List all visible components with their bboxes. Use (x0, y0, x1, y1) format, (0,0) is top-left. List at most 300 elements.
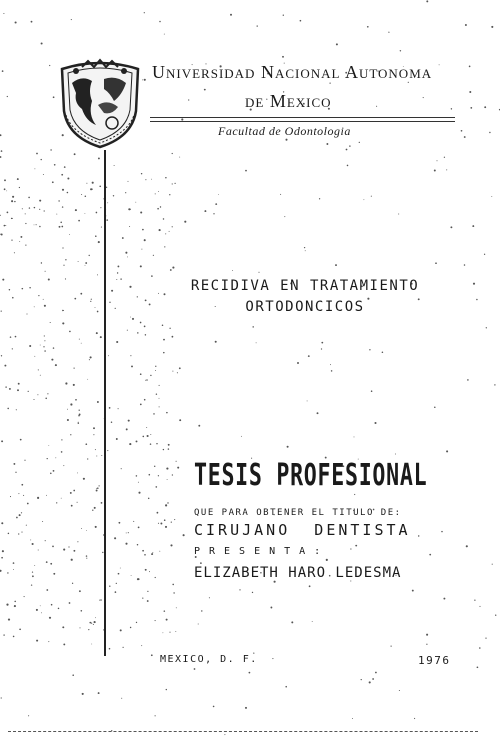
speckle (121, 468, 122, 469)
speckle (127, 330, 128, 331)
speckle (1, 557, 3, 559)
speckle (17, 178, 19, 180)
speckle (98, 241, 100, 243)
speckle (164, 293, 166, 295)
speckle (0, 215, 1, 216)
speckle (20, 439, 22, 441)
speckle (145, 380, 146, 381)
speckle (95, 526, 97, 528)
speckle (47, 458, 48, 459)
speckle (38, 550, 39, 551)
speckle (9, 289, 10, 290)
speckle (65, 382, 67, 384)
speckle (97, 401, 99, 403)
speckle (155, 370, 156, 371)
speckle (349, 145, 350, 146)
speckle (129, 443, 131, 445)
speckle (388, 32, 389, 33)
speckle (47, 393, 48, 394)
header-rule-bottom (150, 121, 455, 122)
speckle (2, 70, 4, 72)
speckle (94, 507, 96, 509)
speckle (4, 188, 6, 190)
speckle (30, 539, 31, 540)
speckle (86, 530, 87, 531)
speckle (159, 551, 160, 552)
speckle (41, 612, 42, 613)
speckle (53, 470, 55, 472)
speckle (155, 366, 156, 367)
speckle (258, 272, 259, 273)
speckle (108, 355, 109, 356)
speckle (201, 610, 202, 611)
speckle (32, 572, 33, 573)
speckle (173, 592, 174, 593)
speckle (169, 231, 170, 232)
speckle (138, 492, 140, 494)
speckle (125, 252, 127, 254)
speckle (126, 428, 128, 430)
speckle (99, 600, 100, 601)
speckle (131, 575, 132, 576)
speckle (116, 438, 118, 440)
speckle (2, 550, 4, 552)
speckle (426, 644, 427, 645)
speckle (158, 191, 159, 192)
speckle (34, 306, 35, 307)
speckle (434, 170, 436, 172)
speckle (15, 21, 17, 23)
speckle (116, 279, 117, 280)
speckle (13, 636, 15, 638)
speckle (7, 96, 8, 97)
speckle (58, 200, 59, 201)
speckle (166, 412, 168, 414)
speckle (111, 421, 112, 422)
speckle (239, 589, 240, 590)
speckle (109, 407, 111, 409)
speckle (148, 498, 149, 499)
speckle (391, 646, 392, 647)
speckle (154, 466, 155, 467)
speckle (146, 427, 147, 428)
speckle (107, 450, 108, 451)
speckle (81, 194, 82, 195)
speckle (116, 583, 117, 584)
speckle (33, 399, 34, 400)
speckle (371, 390, 373, 392)
speckle (89, 622, 91, 624)
speckle (97, 311, 99, 313)
speckle (128, 532, 129, 533)
speckle (120, 629, 122, 631)
speckle (29, 345, 31, 347)
speckle (155, 715, 156, 716)
speckle (31, 21, 33, 23)
university-name: Universidad Nacional Autonoma (152, 62, 433, 82)
speckle (84, 213, 85, 214)
speckle (198, 425, 200, 427)
speckle (336, 43, 338, 45)
speckle (414, 718, 415, 719)
speckle (15, 472, 16, 473)
speckle (19, 514, 21, 516)
speckle (87, 458, 88, 459)
speckle (109, 302, 110, 303)
speckle (95, 235, 97, 237)
speckle (73, 490, 75, 492)
speckle (69, 234, 70, 235)
speckle (62, 310, 63, 311)
speckle (109, 648, 111, 650)
speckle (491, 196, 492, 197)
speckle (245, 707, 247, 709)
speckle (321, 342, 323, 344)
speckle (172, 153, 173, 154)
speckle (140, 211, 142, 213)
speckle (142, 550, 144, 552)
speckle (34, 207, 35, 208)
speckle (149, 571, 150, 572)
speckle (224, 734, 225, 735)
speckle (0, 156, 1, 158)
speckle (1, 697, 2, 698)
speckle (145, 569, 147, 571)
speckle (137, 544, 138, 545)
speckle (5, 386, 6, 387)
speckle (215, 341, 217, 343)
speckle (34, 225, 35, 226)
speckle (441, 531, 442, 532)
speckle (41, 262, 42, 263)
speckle (176, 461, 177, 462)
speckle (12, 196, 14, 198)
speckle (63, 643, 65, 645)
speckle (426, 0, 428, 2)
speckle (81, 610, 83, 612)
speckle (14, 605, 16, 607)
speckle (435, 262, 437, 264)
speckle (96, 456, 97, 457)
speckle (495, 615, 496, 616)
speckle (291, 621, 293, 623)
speckle (65, 278, 66, 279)
speckle (7, 408, 9, 410)
speckle (60, 222, 62, 224)
speckle (91, 188, 93, 190)
speckle (470, 107, 472, 109)
speckle (144, 554, 146, 556)
speckle (16, 409, 17, 410)
speckle (67, 192, 69, 194)
speckle (50, 322, 51, 323)
speckle (45, 271, 46, 272)
vertical-rule (104, 150, 106, 656)
speckle (437, 160, 438, 161)
speckle (79, 339, 80, 340)
speckle (91, 299, 92, 300)
speckle (160, 206, 161, 207)
speckle (133, 521, 134, 522)
speckle (101, 227, 102, 228)
speckle (56, 502, 57, 503)
speckle (138, 527, 140, 529)
speckle (131, 365, 133, 367)
speckle (69, 602, 71, 604)
speckle (129, 286, 131, 288)
speckle (62, 189, 64, 191)
speckle (1, 310, 2, 311)
speckle (98, 692, 100, 694)
speckle (282, 56, 284, 58)
speckle (28, 715, 29, 716)
speckle (120, 568, 121, 569)
speckle (43, 346, 44, 347)
speckle (6, 604, 8, 606)
speckle (53, 573, 55, 575)
speckle (204, 89, 206, 91)
speckle (136, 622, 137, 623)
speckle (36, 153, 38, 155)
speckle (72, 583, 73, 584)
speckle (70, 403, 72, 405)
speckle (3, 634, 4, 635)
degree-heading: TESIS PROFESIONAL (194, 458, 428, 493)
speckle (489, 132, 490, 133)
speckle (130, 317, 131, 318)
speckle (63, 265, 64, 266)
speckle (150, 375, 151, 376)
speckle (22, 208, 23, 209)
speckle (41, 42, 43, 44)
speckle (100, 599, 102, 601)
speckle (176, 607, 177, 608)
speckle (87, 379, 88, 380)
speckle (164, 519, 166, 521)
speckle (118, 522, 120, 524)
speckle (162, 632, 163, 633)
speckle (86, 555, 87, 556)
speckle (115, 591, 117, 593)
speckle (213, 706, 215, 708)
speckle (98, 157, 100, 159)
speckle (20, 236, 22, 238)
speckle (89, 255, 90, 256)
speckle (43, 299, 44, 300)
speckle (51, 604, 53, 606)
speckle (165, 526, 167, 528)
speckle (10, 336, 12, 338)
speckle (101, 455, 102, 456)
speckle (152, 552, 153, 553)
speckle (114, 537, 116, 539)
speckle (367, 26, 369, 28)
speckle (63, 549, 65, 551)
speckle (241, 436, 242, 437)
speckle (44, 335, 45, 336)
speckle (183, 534, 185, 536)
speckle (43, 174, 44, 175)
speckle (41, 159, 42, 160)
speckle (95, 307, 96, 308)
speckle (169, 194, 170, 195)
speckle (118, 573, 120, 575)
speckle (114, 165, 115, 166)
speckle (126, 532, 127, 533)
speckle (230, 14, 232, 16)
speckle (78, 423, 79, 424)
speckle (14, 252, 15, 253)
speckle (36, 224, 37, 225)
speckle (172, 267, 174, 269)
speckle (54, 164, 56, 166)
speckle (321, 348, 322, 349)
speckle (145, 179, 146, 180)
speckle (101, 502, 103, 504)
speckle (39, 226, 41, 228)
speckle (61, 174, 63, 176)
speckle (305, 250, 306, 251)
speckle (46, 561, 48, 563)
speckle (90, 356, 92, 358)
speckle (86, 558, 87, 559)
speckle (150, 443, 152, 445)
speckle (49, 65, 50, 66)
speckle (7, 572, 8, 573)
speckle (352, 718, 353, 719)
speckle (19, 241, 20, 242)
speckle (17, 389, 19, 391)
speckle (283, 15, 284, 16)
speckle (7, 212, 9, 214)
speckle (204, 210, 206, 212)
speckle (137, 296, 138, 297)
speckle (443, 598, 445, 600)
speckle (159, 21, 161, 23)
speckle (166, 619, 168, 621)
speckle (42, 521, 43, 522)
speckle (304, 247, 305, 248)
speckle (354, 494, 355, 495)
speckle (354, 436, 355, 437)
speckle (127, 256, 128, 257)
speckle (167, 479, 168, 480)
speckle (164, 34, 165, 35)
speckle (398, 214, 399, 215)
speckle (28, 391, 29, 392)
speckle (118, 408, 119, 409)
speckle (382, 352, 384, 354)
speckle (141, 645, 142, 646)
speckle (24, 460, 25, 461)
speckle (69, 331, 71, 333)
speckle (67, 419, 69, 421)
speckle (0, 570, 2, 572)
speckle (12, 297, 14, 299)
speckle (62, 322, 64, 324)
speckle (138, 482, 139, 483)
speckle (92, 182, 94, 184)
speckle (96, 490, 98, 492)
speckle (159, 385, 160, 386)
speckle (128, 208, 130, 210)
speckle (326, 143, 328, 145)
speckle (165, 233, 166, 234)
speckle (61, 498, 62, 499)
header-rule-top (150, 117, 455, 118)
speckle (335, 264, 337, 266)
speckle (157, 512, 159, 514)
speckle (172, 226, 173, 227)
speckle (18, 533, 19, 534)
speckle (34, 356, 35, 357)
speckle (81, 343, 82, 344)
speckle (171, 521, 172, 522)
speckle (18, 493, 19, 494)
speckle (374, 422, 376, 424)
speckle (77, 472, 78, 473)
speckle (172, 371, 173, 372)
speckle (331, 370, 333, 372)
speckle (371, 196, 372, 197)
speckle (179, 367, 181, 369)
speckle (280, 194, 281, 195)
author-name: ELIZABETH HARO LEDESMA (194, 565, 402, 581)
speckle (145, 299, 147, 301)
speckle (44, 210, 45, 211)
speckle (71, 559, 73, 561)
speckle (85, 196, 87, 198)
speckle (128, 181, 129, 182)
speckle (149, 303, 151, 305)
thesis-title-line1: RECIDIVA EN TRATAMIENTO (190, 278, 420, 294)
speckle (99, 185, 101, 187)
speckle (39, 209, 40, 210)
speckle (93, 434, 94, 435)
speckle (5, 225, 6, 226)
speckle (72, 674, 74, 676)
speckle (477, 666, 479, 668)
speckle (4, 179, 6, 181)
speckle (25, 213, 26, 214)
speckle (56, 214, 57, 215)
speckle (62, 626, 64, 628)
speckle (434, 406, 436, 408)
speckle (111, 290, 113, 292)
speckle (96, 212, 98, 214)
speckle (312, 621, 313, 622)
speckle (136, 475, 138, 477)
unam-seal-icon (52, 55, 148, 151)
speckle (96, 488, 97, 489)
speckle (144, 399, 146, 401)
bottom-edge-line (8, 731, 478, 733)
speckle (78, 261, 79, 262)
speckle (157, 208, 159, 210)
speckle (113, 195, 114, 196)
speckle (474, 600, 475, 601)
speckle (62, 247, 63, 248)
speckle (65, 259, 66, 260)
speckle (19, 628, 21, 630)
speckle (61, 439, 62, 440)
speckle (466, 545, 468, 547)
speckle (164, 246, 165, 247)
speckle (85, 265, 86, 266)
speckle (117, 265, 119, 267)
speckle (36, 640, 38, 642)
speckle (37, 497, 39, 499)
